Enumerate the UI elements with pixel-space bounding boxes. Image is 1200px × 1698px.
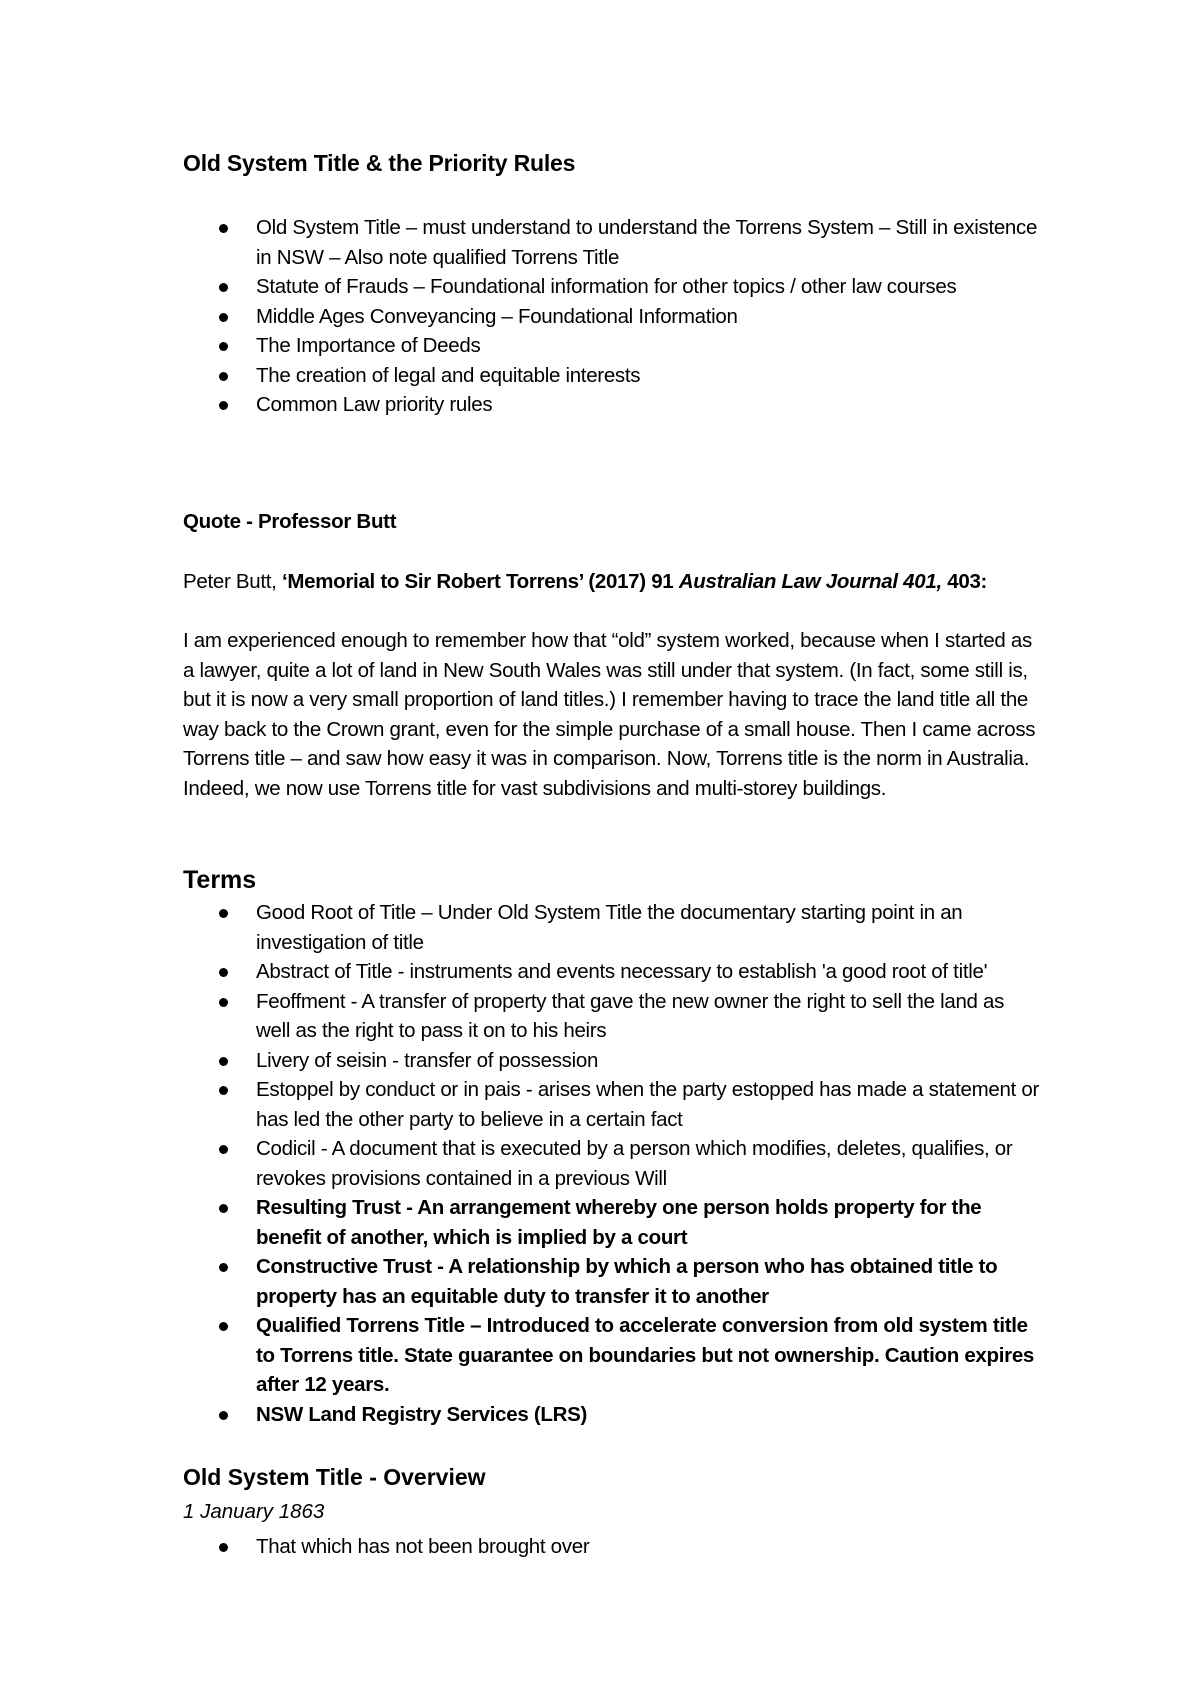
bullet-icon bbox=[219, 1411, 228, 1420]
list-item: Resulting Trust - An arrangement whereby one person holds property for the benefit of another, which is implied by a court bbox=[183, 1193, 1043, 1252]
bullet-icon bbox=[219, 1204, 228, 1213]
bullet-icon bbox=[219, 1145, 228, 1154]
overview-heading: Old System Title - Overview bbox=[183, 1464, 486, 1490]
list-item: Old System Title – must understand to understand the Torrens System – Still in existence in NSW – Also note qualified Torrens Title bbox=[183, 213, 1043, 272]
citation-author: Peter Butt, bbox=[183, 570, 282, 593]
document-title: Old System Title & the Priority Rules bbox=[183, 150, 576, 176]
bullet-icon bbox=[219, 909, 228, 918]
list-item: That which has not been brought over bbox=[183, 1532, 1043, 1562]
quote-body: I am experienced enough to remember how that “old” system worked, because when I started as a lawyer, quite a lot of land in New South Wales was still under that system. (In fact, some still is, but it is now a very small proportion of land titles.) I remember having to trace the land title all the way back to the Crown grant, even for the simple purchase of a small house. Then I came across Torrens title – and saw how easy it was in comparison. Now, Torrens title is the norm in Australia. Indeed, we now use Torrens title for vast subdivisions and multi-storey buildings. bbox=[183, 629, 1036, 800]
bullet-icon bbox=[219, 401, 228, 410]
list-item: Feoffment - A transfer of property that gave the new owner the right to sell the land as well as the right to pass it on to his heirs bbox=[183, 987, 1043, 1046]
list-item: Estoppel by conduct or in pais - arises when the party estopped has made a statement or has led the other party to believe in a certain fact bbox=[183, 1075, 1043, 1134]
list-item: The creation of legal and equitable interests bbox=[183, 361, 1043, 391]
citation-journal: Australian Law Journal 401, bbox=[678, 570, 942, 593]
list-item: Statute of Frauds – Foundational information for other topics / other law courses bbox=[183, 272, 1043, 302]
terms-heading: Terms bbox=[183, 866, 257, 894]
bullet-icon bbox=[219, 342, 228, 351]
bullet-icon bbox=[219, 1543, 228, 1552]
quote-heading: Quote - Professor Butt bbox=[183, 510, 397, 533]
overview-date: 1 January 1863 bbox=[183, 1500, 325, 1523]
overview-bullet-list bbox=[183, 1532, 1043, 1562]
bullet-icon bbox=[219, 998, 228, 1007]
list-item: The Importance of Deeds bbox=[183, 331, 1043, 361]
terms-bullet-list bbox=[183, 898, 1043, 1429]
list-item: Common Law priority rules bbox=[183, 390, 1043, 420]
bullet-icon bbox=[219, 313, 228, 322]
list-item: Qualified Torrens Title – Introduced to accelerate conversion from old system title to Torrens title. State guarantee on boundaries but not ownership. Caution expires after 12 years. bbox=[183, 1311, 1043, 1400]
bullet-icon bbox=[219, 968, 228, 977]
bullet-icon bbox=[219, 1263, 228, 1272]
bullet-icon bbox=[219, 1057, 228, 1066]
intro-bullet-list bbox=[183, 213, 1043, 420]
citation-title: ‘Memorial to Sir Robert Torrens’ (2017) 91 bbox=[281, 570, 679, 593]
list-item: Good Root of Title – Under Old System Title the documentary starting point in an investigation of title bbox=[183, 898, 1043, 957]
bullet-icon bbox=[219, 372, 228, 381]
list-item: Middle Ages Conveyancing – Foundational Information bbox=[183, 302, 1043, 332]
citation-pages: 403: bbox=[941, 570, 988, 593]
bullet-icon bbox=[219, 224, 228, 233]
quote-citation bbox=[183, 567, 1043, 597]
bullet-icon bbox=[219, 1322, 228, 1331]
list-item: Abstract of Title - instruments and events necessary to establish 'a good root of title' bbox=[183, 957, 1043, 987]
list-item: NSW Land Registry Services (LRS) bbox=[183, 1400, 1043, 1430]
bullet-icon bbox=[219, 283, 228, 292]
bullet-icon bbox=[219, 1086, 228, 1095]
list-item: Codicil - A document that is executed by a person which modifies, deletes, qualifies, or revokes provisions contained in a previous Will bbox=[183, 1134, 1043, 1193]
list-item: Constructive Trust - A relationship by which a person who has obtained title to property has an equitable duty to transfer it to another bbox=[183, 1252, 1043, 1311]
list-item: Livery of seisin - transfer of possession bbox=[183, 1046, 1043, 1076]
